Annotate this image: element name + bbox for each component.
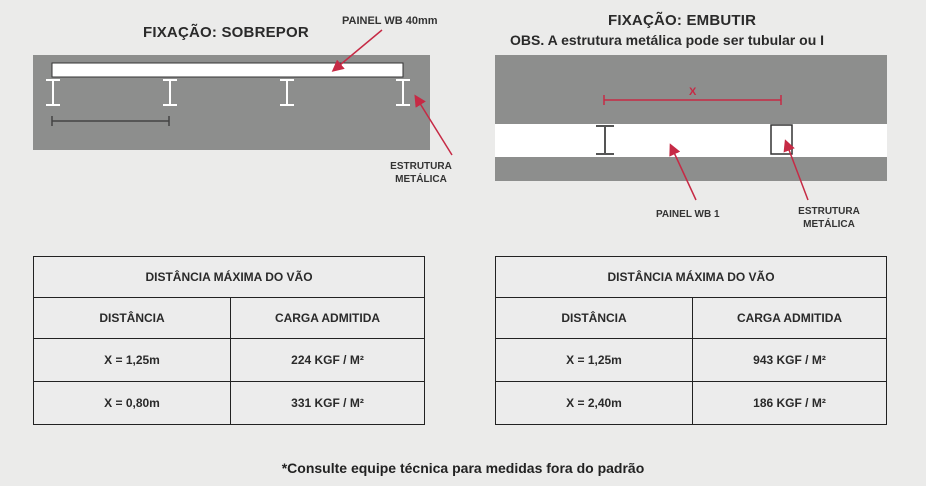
right-gray-bottom xyxy=(495,157,887,181)
right-diagram-subtitle: OBS. A estrutura metálica pode ser tubular ou I xyxy=(510,32,825,48)
cell-load: 331 KGF / M² xyxy=(231,382,425,425)
cell-distance: X = 1,25m xyxy=(34,339,231,382)
right-spec-table xyxy=(495,256,887,425)
cell-distance: X = 0,80m xyxy=(34,382,231,425)
right-panel-label: PAINEL WB 1 xyxy=(656,209,720,220)
column-header-load: CARGA ADMITIDA xyxy=(231,298,425,339)
table-row xyxy=(496,382,887,425)
left-structure-label-line1: ESTRUTURA xyxy=(390,161,452,172)
cell-distance: X = 2,40m xyxy=(496,382,693,425)
left-white-panel xyxy=(52,63,403,77)
left-diagram-title: FIXAÇÃO: SOBREPOR xyxy=(143,24,309,41)
cell-distance: X = 1,25m xyxy=(496,339,693,382)
table-header: DISTÂNCIA MÁXIMA DO VÃO xyxy=(34,257,425,298)
column-header-load: CARGA ADMITIDA xyxy=(693,298,887,339)
right-structure-label-line1: ESTRUTURA xyxy=(798,206,860,217)
right-diagram-title: FIXAÇÃO: EMBUTIR xyxy=(608,12,757,29)
right-white-panel xyxy=(495,124,887,157)
table-header: DISTÂNCIA MÁXIMA DO VÃO xyxy=(496,257,887,298)
table-row xyxy=(34,339,425,382)
right-x-marker: X xyxy=(689,86,697,98)
left-panel-label: PAINEL WB 40mm xyxy=(342,15,438,27)
left-structure-label xyxy=(376,160,466,186)
cell-load: 943 KGF / M² xyxy=(693,339,887,382)
left-spec-table xyxy=(33,256,425,425)
table-row xyxy=(496,339,887,382)
cell-load: 224 KGF / M² xyxy=(231,339,425,382)
right-structure-label xyxy=(784,205,874,231)
column-header-distance: DISTÂNCIA xyxy=(496,298,693,339)
right-structure-label-line2: METÁLICA xyxy=(803,219,855,230)
cell-load: 186 KGF / M² xyxy=(693,382,887,425)
left-structure-label-line2: METÁLICA xyxy=(395,174,447,185)
footnote: *Consulte equipe técnica para medidas fora do padrão xyxy=(281,460,645,476)
column-header-distance: DISTÂNCIA xyxy=(34,298,231,339)
table-row xyxy=(34,382,425,425)
